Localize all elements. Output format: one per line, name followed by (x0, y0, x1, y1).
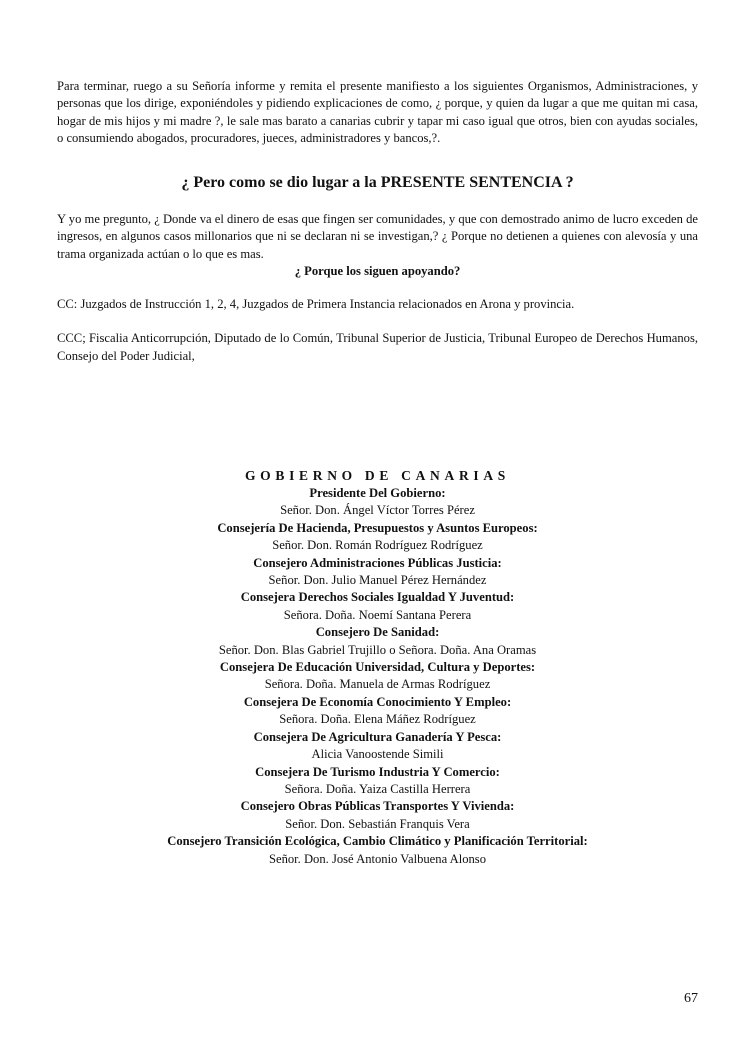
role-label: Consejera De Turismo Industria Y Comercio: (255, 764, 500, 779)
role-label: Consejero Administraciones Públicas Justicia: (253, 555, 502, 570)
question-paragraph: Y yo me pregunto, ¿ Donde va el dinero de esas que fingen ser comunidades, y que con demostrado animo de lucro exceden de ingresos, en algunos casos millonarios que ni se declaran ni se investigan,? ¿ Porque no detienen a quienes con alevosía y una trama organizada actúan o lo que es mas. (57, 212, 698, 261)
person-name: Señor. Don. Blas Gabriel Trujillo o Señora. Doña. Ana Oramas (218, 642, 537, 657)
role-label: Consejera Derechos Sociales Igualdad Y Juventud: (240, 590, 515, 605)
government-title: GOBIERNO DE CANARIAS (244, 468, 511, 483)
role-label: Consejera De Agricultura Ganadería Y Pesca: (253, 729, 502, 744)
role-label: Consejería De Hacienda, Presupuestos y Asuntos Europeos: (217, 520, 538, 535)
intro-paragraph: Para terminar, ruego a su Señoría informe y remita el presente manifiesto a los siguientes Organismos, Administraciones, y personas que los dirige, exponiéndoles y pidiendo explicaciones de como, ¿ porque, y quien da lugar a que me quitan mi casa, hogar de mis hijos y mi madre ?, le sale mas barato a canarias cubrir y tapar mi caso igual que otros, bien con ayudas sociales, o consumiendo abogados, procuradores, jueces, administradores y bancos,?. (57, 79, 698, 145)
page-number: 67 (684, 991, 698, 1006)
person-name: Señora. Doña. Yaiza Castilla Herrera (284, 781, 471, 796)
ccc-line: CCC; Fiscalia Anticorrupción, Diputado de lo Común, Tribunal Superior de Justicia, Tribunal Europeo de Derechos Humanos, Consejo del Poder Judicial, (57, 331, 698, 363)
document-body (57, 78, 698, 365)
person-name: Señor. Don. Sebastián Franquis Vera (285, 816, 470, 831)
person-name: Señora. Doña. Elena Máñez Rodríguez (279, 712, 476, 727)
person-name: Alicia Vanoostende Simili (311, 747, 444, 762)
government-list (57, 466, 698, 868)
role-label: Consejera De Economía Conocimiento Y Empleo: (243, 694, 512, 709)
section-heading: ¿ Pero como se dio lugar a la PRESENTE SENTENCIA ? (181, 174, 574, 192)
role-label: Consejera De Educación Universidad, Cultura y Deportes: (219, 660, 536, 675)
person-name: Señor. Don. Ángel Víctor Torres Pérez (280, 503, 475, 518)
role-label: Presidente Del Gobierno: (309, 486, 446, 500)
person-name: Señor. Don. Román Rodríguez Rodríguez (272, 538, 483, 553)
cc-line: CC: Juzgados de Instrucción 1, 2, 4, Juzgados de Primera Instancia relacionados en Arona y provincia. (57, 297, 575, 312)
role-label: Consejero Transición Ecológica, Cambio Climático y Planificación Territorial: (167, 834, 588, 849)
sub-question: ¿ Porque los siguen apoyando? (294, 264, 461, 279)
person-name: Señora. Doña. Noemí Santana Perera (283, 607, 472, 622)
person-name: Señor. Don. José Antonio Valbuena Alonso (268, 851, 486, 866)
person-name: Señora. Doña. Manuela de Armas Rodríguez (264, 677, 491, 692)
role-label: Consejero De Sanidad: (315, 625, 440, 640)
role-label: Consejero Obras Públicas Transportes Y Vivienda: (240, 799, 515, 814)
person-name: Señor. Don. Julio Manuel Pérez Hernández (268, 573, 487, 588)
